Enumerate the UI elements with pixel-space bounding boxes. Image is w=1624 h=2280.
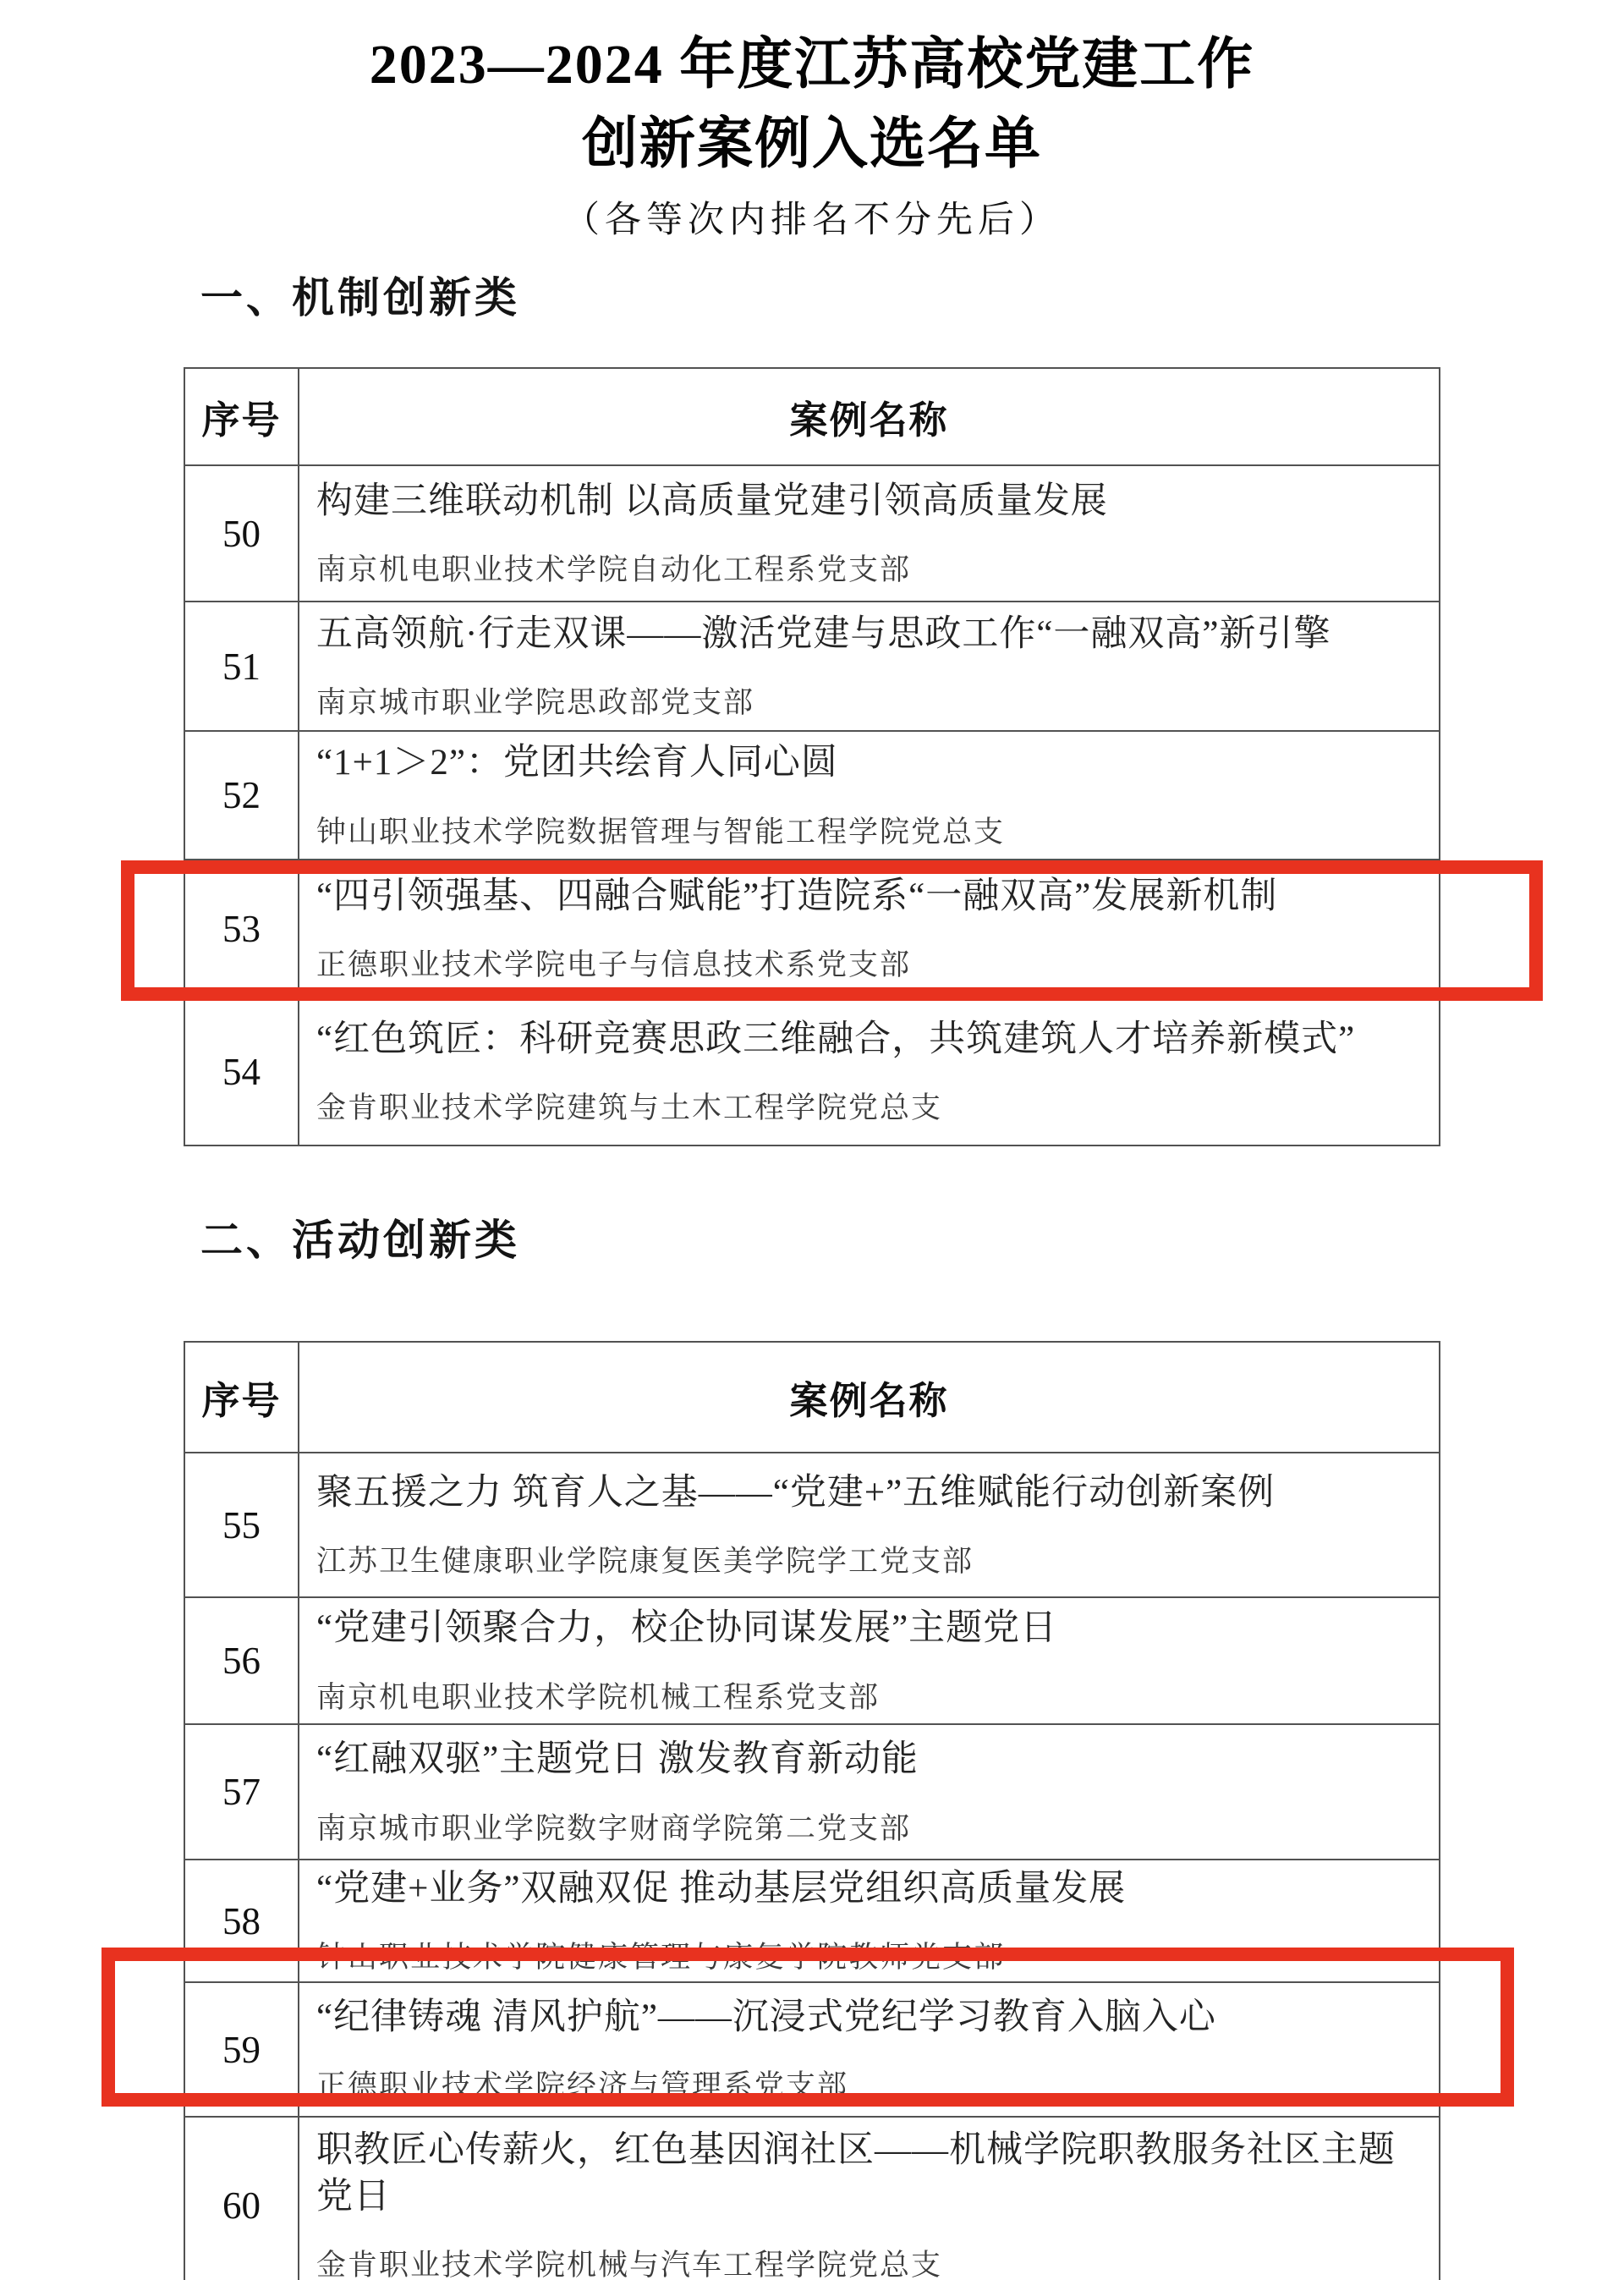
- case-number-cell: 55: [184, 1453, 299, 1597]
- case-number-cell: 59: [184, 1982, 299, 2117]
- table-row: [184, 1860, 1440, 1982]
- case-number-cell: 58: [184, 1860, 299, 1982]
- case-org: 南京机电职业技术学院自动化工程系党支部: [316, 553, 912, 587]
- case-org: 江苏卫生健康职业学院康复医美学院学工党支部: [316, 1545, 974, 1579]
- case-number-cell: 54: [184, 997, 299, 1145]
- case-title: 构建三维联动机制 以高质量党建引领高质量发展: [316, 481, 1108, 521]
- column-header: 序号: [184, 1342, 299, 1453]
- case-cell: [299, 602, 1440, 731]
- header-row: [184, 368, 1440, 465]
- column-header: 案例名称: [299, 1342, 1440, 1453]
- case-org: 正德职业技术学院经济与管理系党支部: [316, 2069, 849, 2103]
- header-row: [184, 1342, 1440, 1453]
- doc-title-line2: 创新案例入选名单: [582, 113, 1042, 175]
- cases-table-1: [184, 367, 1440, 1146]
- case-org: 南京机电职业技术学院机械工程系党支部: [316, 1680, 881, 1714]
- column-header: 序号: [184, 368, 299, 465]
- case-cell: [299, 860, 1440, 997]
- column-header: 案例名称: [299, 368, 1440, 465]
- table-row-highlighted: [184, 1982, 1440, 2117]
- case-cell: [299, 2117, 1440, 2280]
- case-number-cell: 53: [184, 860, 299, 997]
- doc-title-line1: 2023—2024 年度江苏高校党建工作: [369, 34, 1255, 96]
- case-title: “纪律铸魂 清风护航”——沉浸式党纪学习教育入脑入心: [316, 1997, 1216, 2038]
- case-title: “四引领强基、四融合赋能”打造院系“一融双高”发展新机制: [316, 876, 1278, 916]
- table-row: [184, 2117, 1440, 2280]
- case-title: “党建+业务”双融双促 推动基层党组织高质量发展: [316, 1869, 1127, 1909]
- case-title: 职教匠心传薪火，红色基因润社区——机械学院职教服务社区主题党日: [316, 2130, 1396, 2217]
- case-org: 南京城市职业学院思政部党支部: [316, 686, 755, 720]
- case-title: “1+1＞2”：党团共绘育人同心圆: [316, 743, 838, 783]
- table-row-highlighted: [184, 860, 1440, 997]
- doc-subtitle: （各等次内排名不分先后）: [563, 201, 1061, 240]
- table-row: [184, 1597, 1440, 1724]
- case-title: 五高领航·行走双课——激活党建与思政工作“一融双高”新引擎: [316, 613, 1331, 654]
- case-org: 正德职业技术学院电子与信息技术系党支部: [316, 948, 912, 982]
- case-org: 钟山职业技术学院数据管理与智能工程学院党总支: [316, 815, 1006, 849]
- table-row: [184, 731, 1440, 860]
- section-heading-2: 二、活动创新类: [200, 1217, 520, 1264]
- case-cell: [299, 731, 1440, 860]
- case-cell: [299, 1453, 1440, 1597]
- case-cell: [299, 1982, 1440, 2117]
- table-row: [184, 997, 1440, 1145]
- table-row: [184, 1453, 1440, 1597]
- case-org: 金肯职业技术学院建筑与土木工程学院党总支: [316, 1091, 943, 1125]
- case-number-cell: 60: [184, 2117, 299, 2280]
- case-cell: [299, 1724, 1440, 1860]
- table-row: [184, 1724, 1440, 1860]
- case-number-cell: 56: [184, 1597, 299, 1724]
- case-title: “红色筑匠：科研竞赛思政三维融合，共筑建筑人才培养新模式”: [316, 1019, 1356, 1059]
- section-heading-1: 一、机制创新类: [200, 274, 520, 321]
- case-org: 钟山职业技术学院健康管理与康复学院教师党支部: [316, 1941, 1006, 1975]
- table-row: [184, 465, 1440, 602]
- case-title: “红融双驱”主题党日 激发教育新动能: [316, 1739, 919, 1780]
- case-number-cell: 50: [184, 465, 299, 602]
- cases-table-2: [184, 1341, 1440, 2280]
- case-title: “党建引领聚合力，校企协同谋发展”主题党日: [316, 1608, 1058, 1649]
- case-cell: [299, 1860, 1440, 1982]
- case-org: 南京城市职业学院数字财商学院第二党支部: [316, 1811, 912, 1845]
- case-title: 聚五援之力 筑育人之基——“党建+”五维赋能行动创新案例: [316, 1472, 1276, 1513]
- case-number-cell: 52: [184, 731, 299, 860]
- table-row: [184, 602, 1440, 731]
- case-cell: [299, 997, 1440, 1145]
- case-cell: [299, 465, 1440, 602]
- case-number-cell: 51: [184, 602, 299, 731]
- case-number-cell: 57: [184, 1724, 299, 1860]
- case-org: 金肯职业技术学院机械与汽车工程学院党总支: [316, 2249, 943, 2280]
- case-cell: [299, 1597, 1440, 1724]
